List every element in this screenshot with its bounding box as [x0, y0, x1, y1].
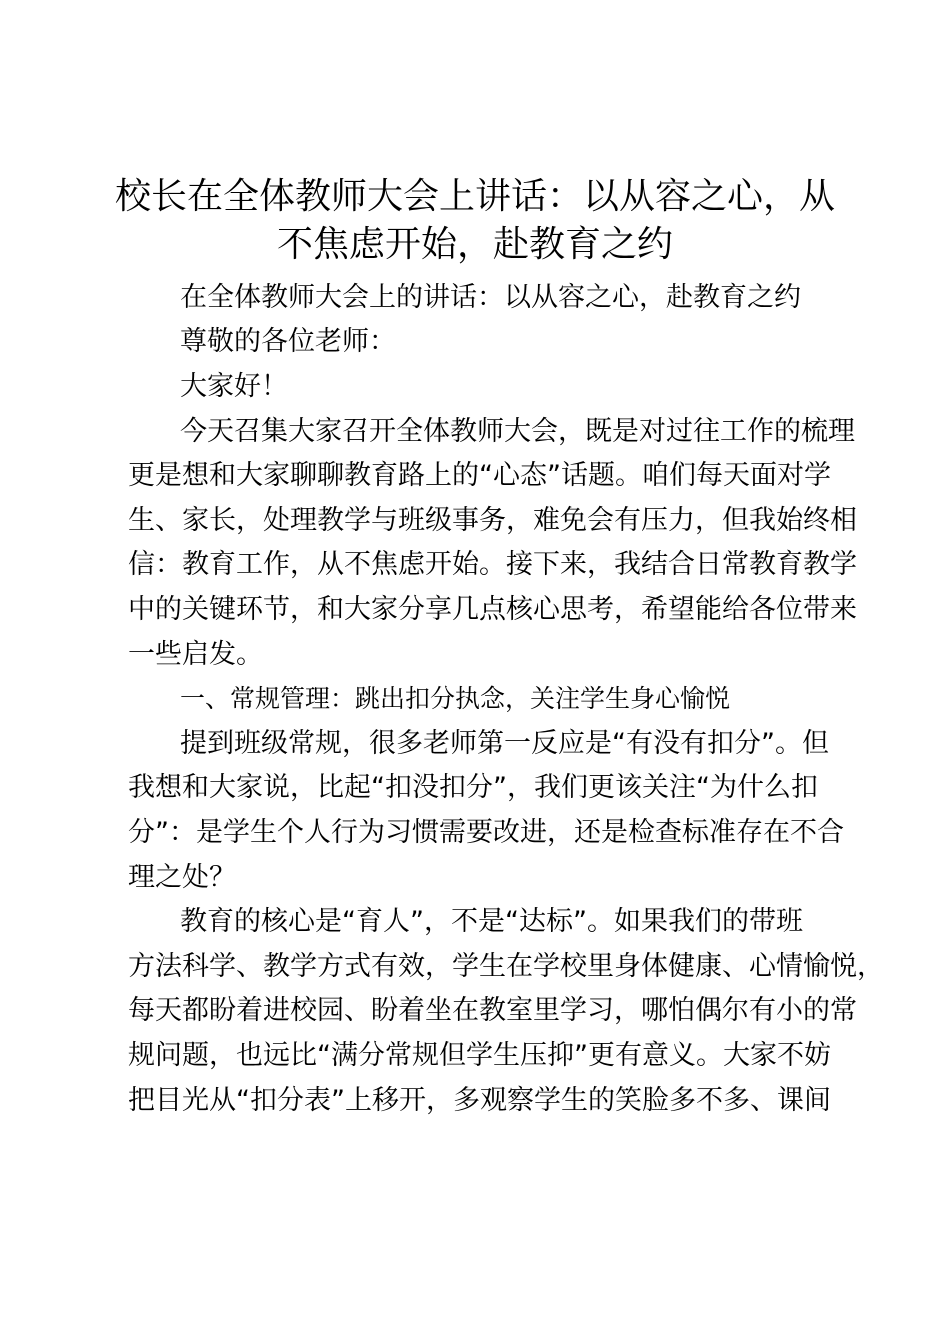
paragraph-line: 生、家长，处理教学与班级事务，难免会有压力，但我始终相 — [128, 505, 857, 536]
paragraph-line: 信：教育工作，从不焦虑开始。接下来，我结合日常教育教学 — [128, 549, 857, 580]
title-line: 校长在全体教师大会上讲话：以从容之心，从 — [114, 176, 835, 217]
paragraph-line: 中的关键环节，和大家分享几点核心思考，希望能给各位带来 — [128, 594, 857, 625]
greeting: 大家好！ — [180, 371, 288, 402]
paragraph-line: 更是想和大家聊聊教育路上的“心态”话题。咱们每天面对学 — [128, 460, 831, 491]
subtitle: 在全体教师大会上的讲话：以从容之心，赴教育之约 — [180, 282, 801, 313]
salutation: 尊敬的各位老师： — [180, 326, 396, 357]
paragraph-line: 教育的核心是“育人”，不是“达标”。如果我们的带班 — [180, 906, 803, 937]
paragraph-line: 每天都盼着进校园、盼着坐在教室里学习，哪怕偶尔有小的常 — [128, 995, 857, 1026]
document-title — [110, 173, 840, 269]
paragraph-line: 方法科学、教学方式有效，学生在学校里身体健康、心情愉悦， — [128, 951, 884, 982]
paragraph-line: 一些启发。 — [128, 639, 263, 670]
paragraph-line: 分”：是学生个人行为习惯需要改进，还是检查标准存在不合 — [128, 817, 844, 848]
paragraph-line: 把目光从“扣分表”上移开，多观察学生的笑脸多不多、课间 — [128, 1085, 831, 1116]
paragraph-line: 理之处？ — [128, 862, 236, 893]
title-line: 不焦虑开始，赴教育之约 — [276, 224, 673, 265]
section-heading: 一、常规管理：跳出扣分执念，关注学生身心愉悦 — [180, 684, 731, 713]
paragraph-line: 今天召集大家召开全体教师大会，既是对过往工作的梳理 — [180, 416, 855, 447]
paragraph-line: 规问题，也远比“满分常规但学生压抑”更有意义。大家不妨 — [128, 1040, 831, 1071]
paragraph-line: 提到班级常规，很多老师第一反应是“有没有扣分”。但 — [180, 728, 829, 759]
paragraph-line: 我想和大家说，比起“扣没扣分”，我们更该关注“为什么扣 — [128, 772, 818, 803]
